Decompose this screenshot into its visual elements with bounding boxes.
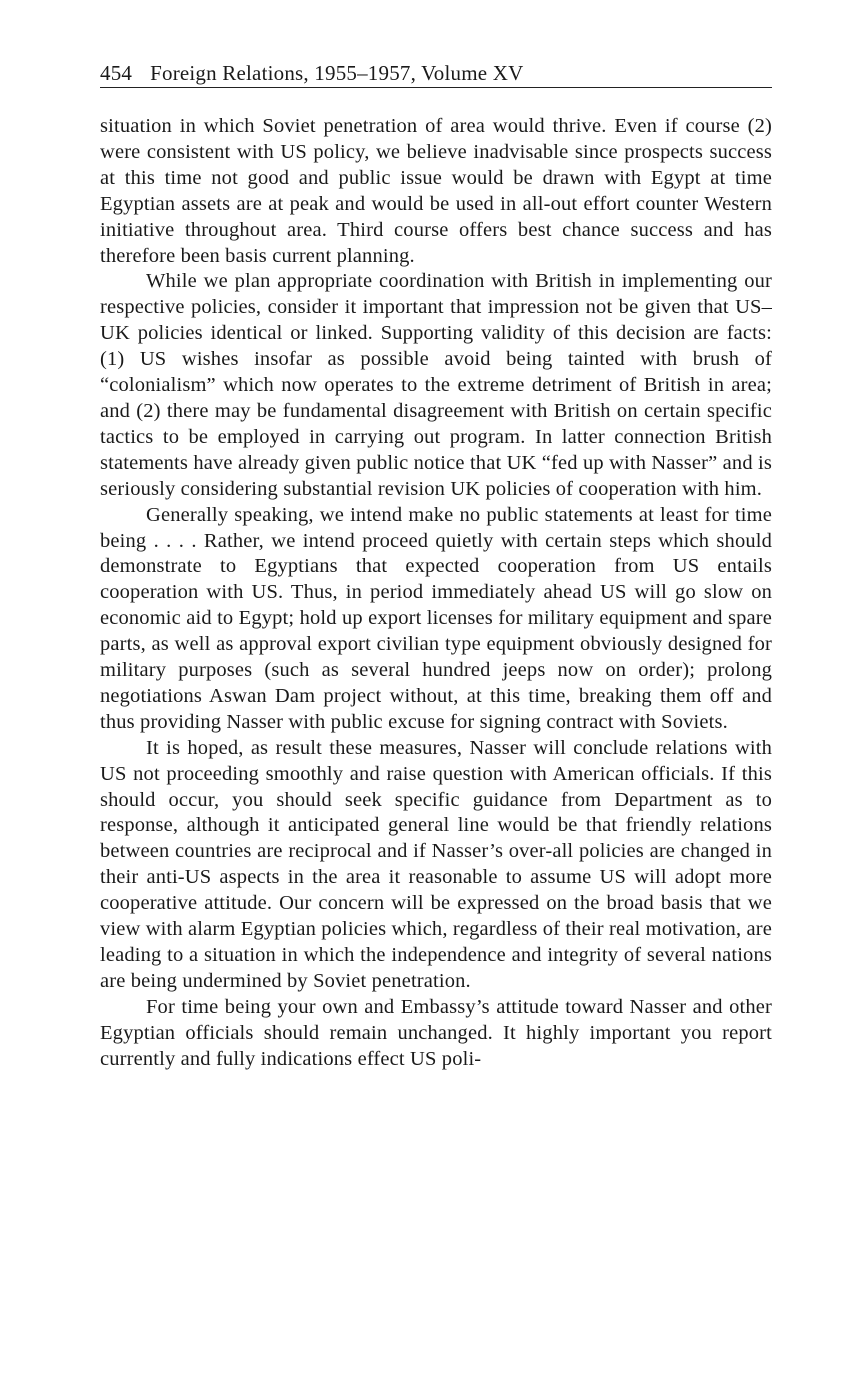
running-header bbox=[100, 60, 772, 88]
paragraph-british-coordination: While we plan appropriate coordination with British in implementing our respective policies, consider it important that impression not be given that US–UK policies identical or linked. Supporting validity of this decision are facts: (1) US wishes insofar as possible avoid being tainted with brush of “colonialism” which now operates to the extreme detriment of British in area; and (2) there may be fundamental disagreement with British on certain specific tactics to be employed in carrying out program. In latter connection British statements have already given public notice that UK “fed up with Nasser” and is seriously considering substantial revision UK policies of cooperation with him. bbox=[100, 270, 772, 500]
running-title: Foreign Relations, 1955–1957, Volume XV bbox=[150, 61, 524, 85]
paragraph-nasser-response: It is hoped, as result these measures, Nasser will conclude relations with US not proceeding smoothly and raise question with American officials. If this should occur, you should seek specific guidance from Department as to response, although it anticipated general line would be that friendly relations between countries are reciprocal and if Nasser’s over-all policies are changed in their anti-US aspects in the area it reasonable to assume US will adopt more cooperative attitude. Our concern will be expressed on the broad basis that we view with alarm Egyptian policies which, regardless of their real motivation, are leading to a situation in which the independence and integrity of several nations are being undermined by Soviet penetration. bbox=[100, 736, 772, 992]
paragraph-public-statements: Generally speaking, we intend make no public statements at least for time being . . . . Rather, we intend proceed quietly with certain steps which should demonstrate to Egyptians that expected cooperation from US entails cooperation with US. Thus, in period immediately ahead US will go slow on economic aid to Egypt; hold up export licenses for military equipment and spare parts, as well as approval export civilian type equipment obviously designed for military purposes (such as several hundred jeeps now on order); prolong negotiations Aswan Dam project without, at this time, breaking them off and thus providing Nasser with public excuse for signing contract with Soviets. bbox=[100, 503, 772, 733]
paragraph-continuation: situation in which Soviet penetration of area would thrive. Even if course (2) were consistent with US policy, we believe inadvisable since prospects success at this time not good and public issue would be drawn with Egypt at time Egyptian assets are at peak and would be used in all-out effort counter Western initiative throughout area. Third course offers best chance success and has therefore been basis current planning. bbox=[100, 115, 772, 267]
body-text bbox=[100, 114, 772, 1073]
page-number: 454 bbox=[100, 61, 133, 85]
paragraph-embassy-attitude: For time being your own and Embassy’s attitude toward Nasser and other Egyptian officials should remain unchanged. It highly important you report currently and fully indications effect US poli- bbox=[100, 995, 772, 1070]
document-page bbox=[100, 60, 772, 1073]
